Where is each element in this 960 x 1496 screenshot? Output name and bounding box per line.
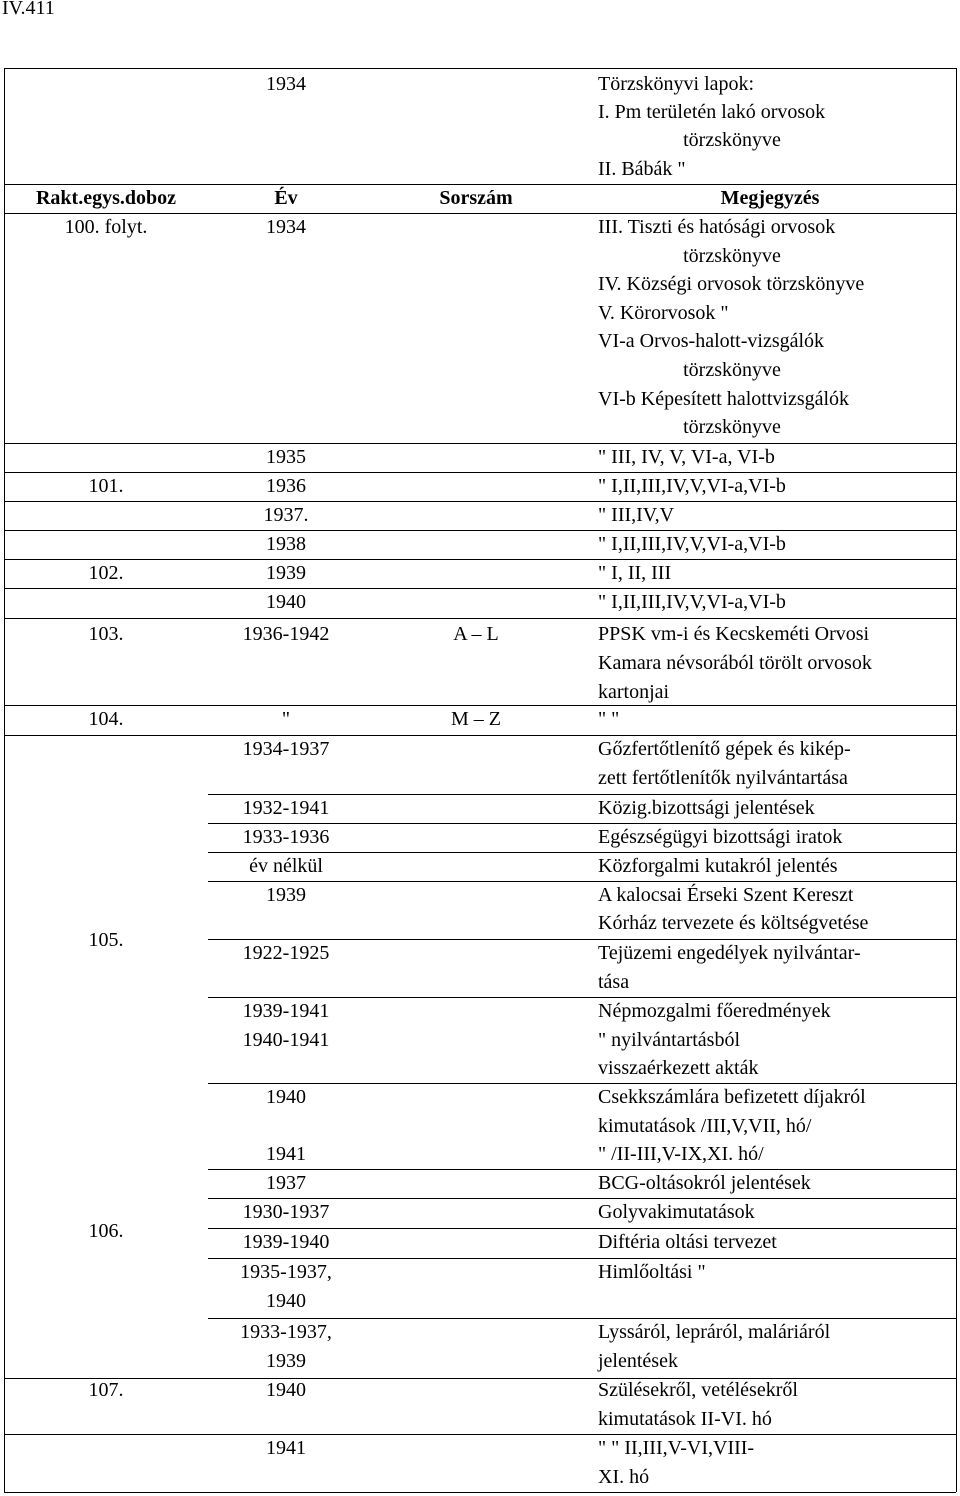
- row-box-number: 107.: [88, 1379, 124, 1401]
- row-note-line: V. Körorvosok ": [598, 301, 729, 324]
- row-box-number: 103.: [88, 623, 124, 645]
- row-note-line: törzskönyve: [683, 244, 781, 267]
- row-note-line: jelentések: [598, 1350, 678, 1372]
- intro-year: 1934: [266, 73, 306, 95]
- row-note-line: " ": [598, 708, 620, 730]
- row-note-line: Lyssáról, lepráról, maláriáról: [598, 1321, 831, 1343]
- row-note-line: Kórház tervezete és költségvetése: [598, 912, 869, 934]
- row-year: 1941: [266, 1143, 306, 1165]
- row-year: 1939: [266, 1350, 306, 1372]
- row-year: 1936: [266, 475, 306, 497]
- row-note-line: Egészségügyi bizottsági iratok: [598, 826, 843, 848]
- row-year: 1937: [266, 1172, 306, 1194]
- row-note-line: XI. hó: [598, 1466, 650, 1488]
- row-year: 1939-1941: [242, 1000, 330, 1022]
- row-note-line: kimutatások /III,V,VII, hó/: [598, 1114, 812, 1137]
- row-year: 1930-1937: [242, 1201, 330, 1223]
- row-year: 1934: [266, 216, 306, 238]
- row-note-line: tása: [598, 971, 630, 993]
- row-year: 1940-1941: [242, 1028, 330, 1051]
- row-year: 1935: [266, 446, 306, 468]
- row-note-line: törzskönyve: [683, 416, 781, 439]
- row-year: 1940: [266, 1379, 306, 1401]
- row-year: 1933-1937,: [240, 1321, 332, 1343]
- row-year: 1937.: [263, 504, 309, 526]
- row-box-number: 104.: [88, 708, 124, 730]
- row-year: 1935-1937,: [240, 1261, 332, 1283]
- column-header-year: Év: [274, 187, 298, 209]
- row-note-line: Diftéria oltási tervezet: [598, 1231, 777, 1253]
- row-box-number: 101.: [88, 475, 124, 497]
- intro-note-line: törzskönyve: [683, 129, 781, 151]
- row-note-line: " III, IV, V, VI-a, VI-b: [598, 446, 775, 468]
- intro-note-line: Törzskönyvi lapok:: [598, 73, 755, 95]
- row-note-line: Közig.bizottsági jelentések: [598, 797, 815, 819]
- row-note-line: III. Tiszti és hatósági orvosok: [598, 216, 836, 238]
- page-header: IV.411: [2, 0, 55, 19]
- row-note-line: Gőzfertőtlenítő gépek és kikép-: [598, 738, 851, 760]
- row-note-line: visszaérkezett akták: [598, 1057, 759, 1079]
- row-year: 1934-1937: [242, 738, 330, 760]
- row-note-line: " I, II, III: [598, 562, 672, 584]
- row-note-line: Kamara névsorából törölt orvosok: [598, 652, 872, 674]
- row-note-line: BCG-oltásokról jelentések: [598, 1172, 811, 1194]
- row-note-line: Csekkszámlára befizetett díjakról: [598, 1086, 866, 1108]
- row-year: 1940: [266, 1086, 306, 1108]
- row-note-line: " " II,III,V-VI,VIII-: [598, 1437, 755, 1459]
- row-note-line: VI-b Képesített halottvizsgálók: [598, 387, 850, 410]
- row-note-line: PPSK vm-i és Kecskeméti Orvosi: [598, 623, 870, 645]
- row-note-line: IV. Községi orvosok törzskönyve: [598, 273, 865, 296]
- row-note-line: Népmozgalmi főeredmények: [598, 1000, 831, 1022]
- row-year: ": [281, 708, 291, 730]
- row-note-line: Közforgalmi kutakról jelentés: [598, 855, 838, 877]
- row-note-line: " I,II,III,IV,V,VI-a,VI-b: [598, 533, 786, 555]
- intro-note-line: I. Pm területén lakó orvosok: [598, 101, 826, 123]
- row-year: 1933-1936: [242, 826, 330, 848]
- row-note-line: VI-a Orvos-halott-vizsgálók: [598, 330, 825, 353]
- row-note-line: törzskönyve: [683, 359, 781, 381]
- row-year: 1938: [266, 533, 306, 555]
- row-year: 1922-1925: [242, 942, 330, 964]
- row-serial: A – L: [453, 623, 499, 645]
- row-box-number: 106.: [88, 1220, 124, 1242]
- row-year: 1939-1940: [242, 1231, 330, 1253]
- row-note-line: Tejüzemi engedélyek nyilvántar-: [598, 942, 861, 964]
- row-note-line: kimutatások II-VI. hó: [598, 1408, 772, 1430]
- column-header-note: Megjegyzés: [720, 187, 820, 209]
- row-note-line: kartonjai: [598, 681, 670, 703]
- row-year: év nélkül: [249, 855, 323, 877]
- row-note-line: Golyvakimutatások: [598, 1201, 755, 1223]
- row-note-line: " /II-III,V-IX,XI. hó/: [598, 1143, 764, 1165]
- row-year: 1940: [266, 591, 306, 613]
- intro-note-line: II. Bábák ": [598, 158, 686, 180]
- row-note-line: A kalocsai Érseki Szent Kereszt: [598, 884, 854, 906]
- row-box-number: 105.: [88, 929, 124, 951]
- row-year: 1941: [266, 1437, 306, 1459]
- row-note-line: zett fertőtlenítők nyilvántartása: [598, 767, 848, 789]
- row-year: 1939: [266, 562, 306, 584]
- row-note-line: " III,IV,V: [598, 504, 675, 526]
- column-header-box: Rakt.egys.doboz: [35, 187, 177, 209]
- row-box-number: 100. folyt.: [64, 216, 148, 238]
- row-box-number: 102.: [88, 562, 124, 584]
- row-note-line: Himlőoltási ": [598, 1261, 706, 1283]
- column-header-serial: Sorszám: [439, 187, 513, 209]
- row-year: 1939: [266, 884, 306, 906]
- row-serial: M – Z: [451, 708, 501, 730]
- row-note-line: " I,II,III,IV,V,VI-a,VI-b: [598, 475, 786, 497]
- row-year: 1940: [266, 1290, 306, 1312]
- row-note-line: " nyilvántartásból: [598, 1028, 741, 1051]
- row-year: 1932-1941: [242, 797, 330, 819]
- row-year: 1936-1942: [242, 623, 330, 645]
- row-note-line: Szülésekről, vetélésekről: [598, 1379, 798, 1401]
- row-note-line: " I,II,III,IV,V,VI-a,VI-b: [598, 591, 786, 613]
